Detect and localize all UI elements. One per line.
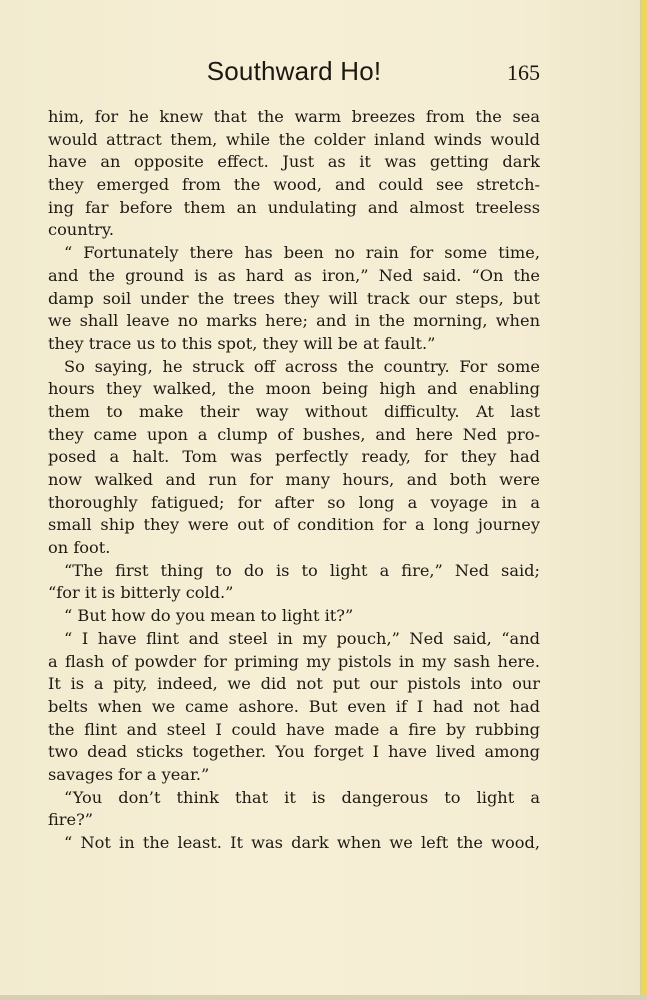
text-line: “ Fortunately there has been no rain for some time, (64, 243, 540, 263)
text-line: the flint and steel I could have made a fire by rubbing (48, 719, 540, 739)
running-title: Southward Ho! (206, 56, 382, 86)
text-line: they trace us to this spot, they will be at fault.” (48, 333, 436, 353)
text-line: have an opposite effect. Just as it was getting dark (48, 152, 540, 172)
text-line: It is a pity, indeed, we did not put our pistols into our (48, 674, 540, 694)
text-line: hours they walked, the moon being high and enabling (48, 379, 540, 399)
text-line: him, for he knew that the warm breezes from the sea (48, 107, 540, 126)
text-line: “ I have flint and steel in my pouch,” Ned said, “and (64, 628, 540, 648)
text-line: posed a halt. Tom was perfectly ready, for they had (48, 447, 540, 467)
page-edge-right (640, 0, 647, 1000)
text-line: ing far before them an undulating and almost treeless (48, 197, 540, 217)
text-line: they emerged from the wood, and could see stretch- (48, 175, 540, 195)
text-line: country. (48, 220, 115, 240)
text-line: belts when we came ashore. But even if I had not had (48, 696, 540, 716)
text-line: fire?” (48, 810, 94, 830)
text-line: two dead sticks together. You forget I have lived among (48, 742, 540, 762)
text-line: they came upon a clump of bushes, and here Ned pro- (48, 424, 540, 444)
text-line: would attract them, while the colder inland winds would (48, 129, 540, 149)
text-line: now walked and run for many hours, and both were (48, 470, 540, 489)
text-line: thoroughly fatigued; for after so long a voyage in a (48, 492, 540, 512)
text-line: on foot. (48, 538, 111, 558)
text-line: damp soil under the trees they will track our steps, but (48, 288, 540, 308)
text-line: and the ground is as hard as iron,” Ned said. “On the (48, 265, 540, 285)
text-line: “ But how do you mean to light it?” (64, 606, 354, 626)
text-line: we shall leave no marks here; and in the morning, when (48, 311, 540, 331)
text-line: “You don’t think that it is dangerous to light a (64, 787, 540, 807)
text-line: them to make their way without difficulty. At last (48, 401, 540, 421)
text-line: So saying, he struck off across the country. For some (64, 356, 540, 376)
text-line: “for it is bitterly cold.” (48, 583, 234, 603)
page-edge-bottom (0, 995, 647, 1000)
text-line: “ Not in the least. It was dark when we left the wood, (64, 833, 540, 852)
running-head (48, 56, 540, 94)
text-line: “The first thing to do is to light a fire,” Ned said; (64, 560, 540, 580)
text-line: savages for a year.” (48, 764, 210, 784)
body-text (48, 106, 540, 855)
text-line: a flash of powder for priming my pistols in my sash here. (48, 651, 540, 671)
page-number: 165 (507, 60, 540, 85)
text-line: small ship they were out of condition for a long journey (48, 515, 540, 535)
